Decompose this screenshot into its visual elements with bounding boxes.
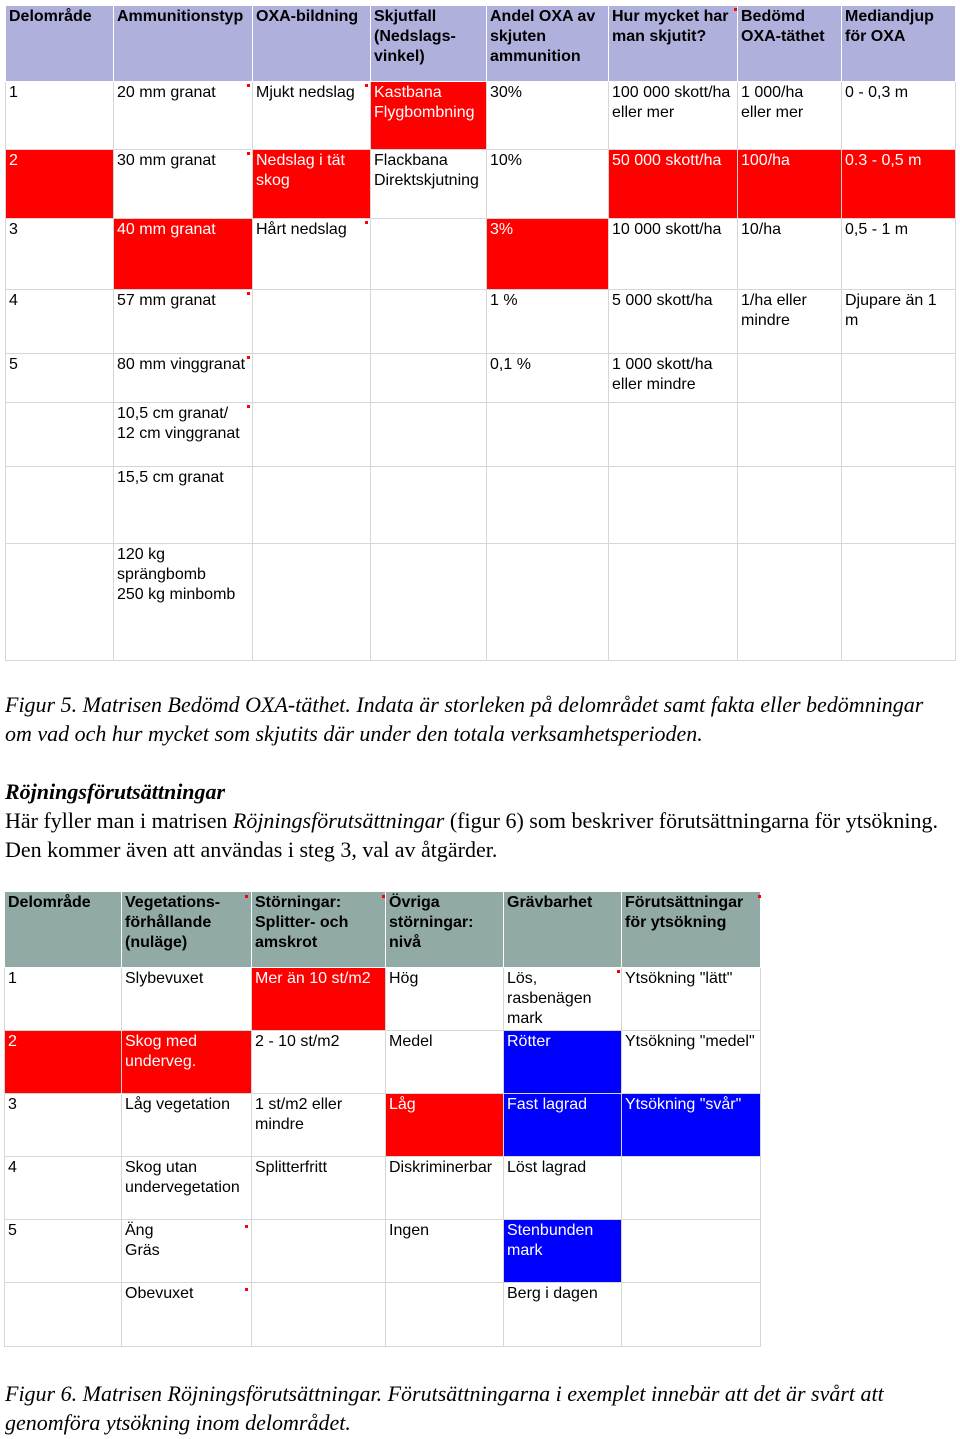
header-mediandjup: Mediandjup för OXA <box>842 6 956 82</box>
cell-marker <box>247 405 250 408</box>
table-row <box>5 1157 761 1220</box>
cell-marker <box>734 8 737 11</box>
table-cell: 100 000 skott/ha eller mer <box>609 82 738 150</box>
table-cell <box>487 467 609 544</box>
header-forutsattningar: Förutsättningar för ytsökning <box>622 892 761 968</box>
header-oxa-bildning: OXA-bildning <box>253 6 371 82</box>
table-cell <box>371 354 487 403</box>
header-skjutfall: Skjutfall (Nedslags- vinkel) <box>371 6 487 82</box>
cell-marker <box>247 356 250 359</box>
table-cell <box>738 467 842 544</box>
table-cell: 57 mm granat <box>114 290 253 354</box>
table-cell <box>252 1283 386 1347</box>
table-cell <box>842 354 956 403</box>
table-cell <box>6 467 114 544</box>
table-cell: 120 kg sprängbomb 250 kg minbomb <box>114 544 253 661</box>
table-cell <box>371 290 487 354</box>
cell-marker <box>247 84 250 87</box>
table-cell: 0,1 % <box>487 354 609 403</box>
table-cell: 1 st/m2 eller mindre <box>252 1094 386 1157</box>
figure5-matrix <box>5 5 956 661</box>
table-cell: Obevuxet <box>122 1283 252 1347</box>
cell-marker <box>245 1225 248 1228</box>
header-hur-mycket: Hur mycket har man skjutit? <box>609 6 738 82</box>
table-cell-selected: Rötter <box>504 1031 622 1094</box>
table-row <box>6 467 956 544</box>
table-cell: Ingen <box>386 1220 504 1283</box>
table-cell: 1 000/ha eller mer <box>738 82 842 150</box>
table-cell: Ytsökning "lätt" <box>622 968 761 1031</box>
table-cell: 30 mm granat <box>114 150 253 219</box>
table-cell <box>609 467 738 544</box>
table-cell: Medel <box>386 1031 504 1094</box>
table-cell <box>609 403 738 467</box>
table-cell: 4 <box>5 1157 122 1220</box>
table-cell: Ytsökning "medel" <box>622 1031 761 1094</box>
table-cell <box>622 1157 761 1220</box>
cell-marker <box>247 292 250 295</box>
table-cell: Äng Gräs <box>122 1220 252 1283</box>
table-cell: 20 mm granat <box>114 82 253 150</box>
table-cell-selected: Nedslag i tät skog <box>253 150 371 219</box>
table-cell-selected: Fast lagrad <box>504 1094 622 1157</box>
table-row <box>5 968 761 1031</box>
table-cell <box>487 403 609 467</box>
table-cell: Flackbana Direktskjutning <box>371 150 487 219</box>
table-cell-selected: 2 <box>6 150 114 219</box>
table-cell <box>252 1220 386 1283</box>
table-cell-selected: Ytsökning "svår" <box>622 1094 761 1157</box>
table-cell: 10/ha <box>738 219 842 290</box>
table-row <box>6 544 956 661</box>
table-cell-selected: 2 <box>5 1031 122 1094</box>
table-cell-selected: 100/ha <box>738 150 842 219</box>
table-cell: 1 % <box>487 290 609 354</box>
table-row <box>6 290 956 354</box>
table-row <box>5 1094 761 1157</box>
table-cell: 1 <box>5 968 122 1031</box>
paragraph-text-start: Här fyller man i matrisen <box>5 808 233 833</box>
table-cell: 15,5 cm granat <box>114 467 253 544</box>
section-heading: Röjningsförutsättningar <box>5 779 226 804</box>
table-cell: Slybevuxet <box>122 968 252 1031</box>
table-cell <box>253 467 371 544</box>
table-cell <box>6 403 114 467</box>
header-ammunitionstyp: Ammunitionstyp <box>114 6 253 82</box>
table-cell: Skog utan undervegetation <box>122 1157 252 1220</box>
table-cell: Djupare än 1 m <box>842 290 956 354</box>
figure5-header-row <box>6 6 956 82</box>
table-cell <box>487 544 609 661</box>
table-cell-selected: Mer än 10 st/m2 <box>252 968 386 1031</box>
table-row <box>6 150 956 219</box>
table-cell-selected: Kastbana Flygbombning <box>371 82 487 150</box>
table-cell <box>253 290 371 354</box>
cell-marker <box>245 895 248 898</box>
table-cell <box>371 403 487 467</box>
cell-marker <box>365 84 368 87</box>
figure6-caption: Figur 6. Matrisen Röjningsförutsättningar. Förutsättningarna i exemplet innebär att det är svårt att genomföra ytsökning inom delområdet. <box>5 1381 884 1435</box>
table-cell <box>371 544 487 661</box>
cell-marker <box>382 895 385 898</box>
table-cell-selected: 3% <box>487 219 609 290</box>
table-cell: 0 - 0,3 m <box>842 82 956 150</box>
table-cell: 1/ha eller mindre <box>738 290 842 354</box>
table-cell-selected: Skog med underveg. <box>122 1031 252 1094</box>
table-cell <box>842 544 956 661</box>
table-cell <box>371 467 487 544</box>
table-cell: Låg vegetation <box>122 1094 252 1157</box>
header-bedomd-oxa: Bedömd OXA-täthet <box>738 6 842 82</box>
table-cell: 10,5 cm granat/ 12 cm vinggranat <box>114 403 253 467</box>
table-row <box>5 1031 761 1094</box>
table-cell: Lös, rasbenägen mark <box>504 968 622 1031</box>
table-row <box>5 1283 761 1347</box>
table-cell: Hög <box>386 968 504 1031</box>
header-delomrade: Delområde <box>5 892 122 968</box>
figure5-caption: Figur 5. Matrisen Bedömd OXA-täthet. Indata är storleken på delområdet samt fakta eller bedömningar om vad och hur mycket som skjutits där under den totala verksamhetsperioden. <box>5 692 924 746</box>
table-cell: 3 <box>5 1094 122 1157</box>
table-cell-selected: 40 mm granat <box>114 219 253 290</box>
table-cell <box>622 1220 761 1283</box>
cell-marker <box>758 895 761 898</box>
table-cell <box>253 403 371 467</box>
cell-marker <box>617 970 620 973</box>
table-cell <box>842 467 956 544</box>
section-paragraph <box>5 806 955 864</box>
table-cell: 5 000 skott/ha <box>609 290 738 354</box>
figure6-matrix <box>4 891 761 1347</box>
table-cell: 2 - 10 st/m2 <box>252 1031 386 1094</box>
cell-marker <box>247 152 250 155</box>
table-cell: 10 000 skott/ha <box>609 219 738 290</box>
table-cell <box>386 1283 504 1347</box>
table-cell <box>738 354 842 403</box>
table-cell <box>738 403 842 467</box>
table-cell: 3 <box>6 219 114 290</box>
header-ovriga-storningar: Övriga störningar: nivå <box>386 892 504 968</box>
cell-marker <box>245 1288 248 1291</box>
paragraph-emphasis: Röjningsförutsättningar <box>232 808 445 833</box>
header-gravbarhet: Grävbarhet <box>504 892 622 968</box>
table-cell: 5 <box>5 1220 122 1283</box>
table-row <box>6 82 956 150</box>
table-cell: Splitterfritt <box>252 1157 386 1220</box>
table-cell: 1 000 skott/ha eller mindre <box>609 354 738 403</box>
table-cell: 4 <box>6 290 114 354</box>
table-cell-selected: Låg <box>386 1094 504 1157</box>
paragraph-text-end: (figur 6) som beskriver förutsättningarna för ytsökning. Den kommer även att användas i steg 3, val av åtgärder. <box>5 808 939 862</box>
table-cell <box>6 544 114 661</box>
header-storningar-splitter: Störningar: Splitter- och amskrot <box>252 892 386 968</box>
table-row <box>6 354 956 403</box>
table-cell <box>622 1283 761 1347</box>
table-cell-selected: 50 000 skott/ha <box>609 150 738 219</box>
table-cell: Diskriminerbar <box>386 1157 504 1220</box>
figure6-header-row <box>5 892 761 968</box>
table-cell: 80 mm vinggranat <box>114 354 253 403</box>
table-row <box>5 1220 761 1283</box>
table-cell <box>371 219 487 290</box>
table-cell <box>253 544 371 661</box>
table-cell <box>738 544 842 661</box>
table-cell: Löst lagrad <box>504 1157 622 1220</box>
table-row <box>6 219 956 290</box>
header-vegetation: Vegetations- förhållande (nuläge) <box>122 892 252 968</box>
table-cell: 5 <box>6 354 114 403</box>
table-cell: Hårt nedslag <box>253 219 371 290</box>
table-cell <box>5 1283 122 1347</box>
table-cell: Mjukt nedslag <box>253 82 371 150</box>
table-cell <box>842 403 956 467</box>
table-cell: 1 <box>6 82 114 150</box>
table-cell: Berg i dagen <box>504 1283 622 1347</box>
header-andel-oxa: Andel OXA av skjuten ammunition <box>487 6 609 82</box>
table-cell: 30% <box>487 82 609 150</box>
table-cell: 10% <box>487 150 609 219</box>
table-cell <box>609 544 738 661</box>
cell-marker <box>365 221 368 224</box>
table-cell-selected: 0.3 - 0,5 m <box>842 150 956 219</box>
table-cell: 0,5 - 1 m <box>842 219 956 290</box>
table-row <box>6 403 956 467</box>
table-cell <box>253 354 371 403</box>
table-cell-selected: Stenbunden mark <box>504 1220 622 1283</box>
header-delomrade: Delområde <box>6 6 114 82</box>
